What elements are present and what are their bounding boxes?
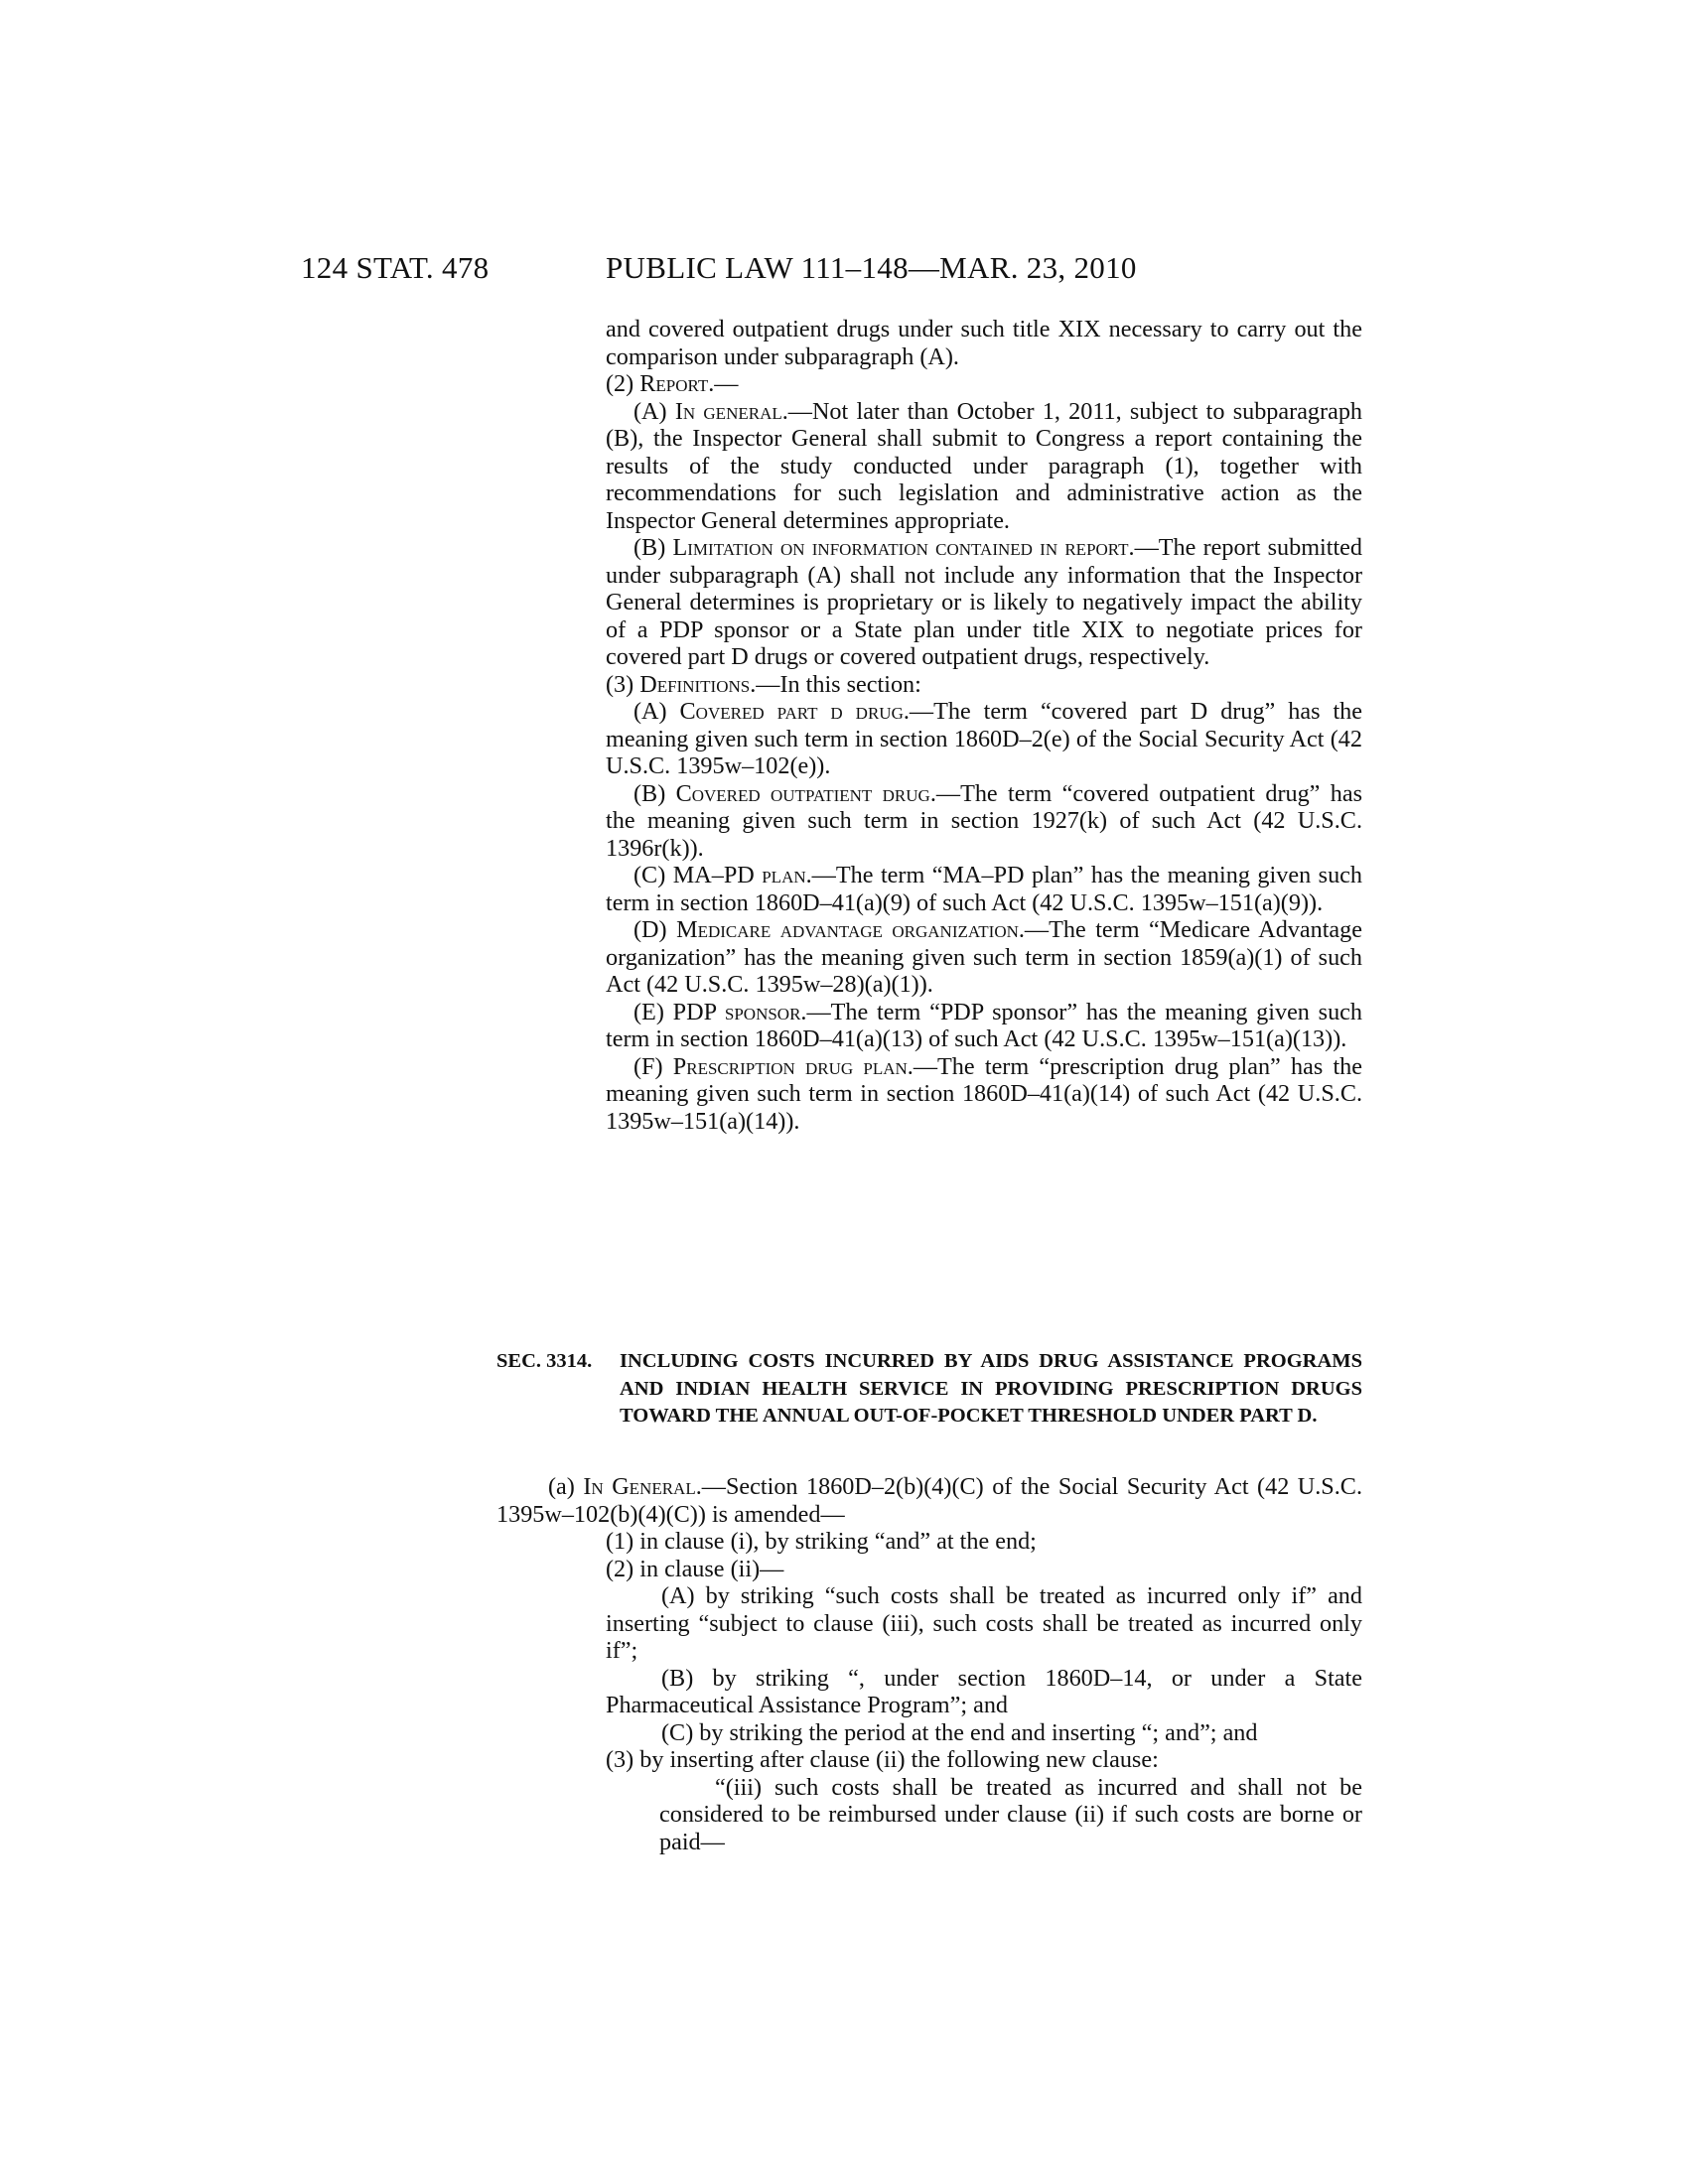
clause-2-a: (A) by striking “such costs shall be treated as incurred only if” and inserting “subject to clause (iii), such costs shall be treated as incurred only if”; xyxy=(606,1582,1362,1664)
definition-covered-part-d-drug: (A) Covered part d drug.—The term “covered part D drug” has the meaning given such term in section 1860D–2(e) of the Social Security Act (42 U.S.C. 1395w–102(e)). xyxy=(606,698,1362,779)
paragraph-report: (2) Report.— xyxy=(606,370,739,397)
definition-ma-pd-plan: (C) MA–PD plan.—The term “MA–PD plan” has the meaning given such term in section 1860D–41(a)(9) of such Act (42 U.S.C. 1395w–151(a)(9)). xyxy=(606,862,1362,916)
new-clause-iii: “(iii) such costs shall be treated as incurred and shall not be considered to be reimbursed under clause (ii) if such costs are borne or paid— xyxy=(659,1773,1362,1855)
continuation-paragraph: and covered outpatient drugs under such title XIX necessary to carry out the comparison under subparagraph (A). xyxy=(606,316,1362,370)
definition-prescription-drug-plan: (F) Prescription drug plan.—The term “prescription drug plan” has the meaning given such term in section 1860D–41(a)(14) of such Act (42 U.S.C. 1395w–151(a)(14)). xyxy=(606,1052,1363,1135)
clause-2-b: (B) by striking “, under section 1860D–14, or under a State Pharmaceutical Assistance Program”; and xyxy=(606,1664,1362,1718)
clause-2-c: (C) by striking the period at the end and inserting “; and”; and xyxy=(661,1718,1258,1746)
definition-covered-outpatient-drug: (B) Covered outpatient drug.—The term “covered outpatient drug” has the meaning given such term in section 1927(k) of such Act (42 U.S.C. 1396r(k)). xyxy=(606,779,1362,862)
clause-1: (1) in clause (i), by striking “and” at the end; xyxy=(606,1528,1037,1555)
section-title: INCLUDING COSTS INCURRED BY AIDS DRUG ASSISTANCE PROGRAMS AND INDIAN HEALTH SERVICE IN PROVIDING PRESCRIPTION DRUGS TOWARD THE ANNUAL OUT-OF-POCKET THRESHOLD UNDER PART D. xyxy=(620,1350,1362,1427)
body-text xyxy=(606,316,1362,1135)
page-stat-citation: 124 STAT. 478 xyxy=(301,250,490,285)
definition-pdp-sponsor: (E) PDP sponsor.—The term “PDP sponsor” has the meaning given such term in section 1860D–41(a)(13) of such Act (42 U.S.C. 1395w–151(a)(13)). xyxy=(606,998,1362,1052)
section-heading xyxy=(496,1348,1362,1431)
page-running-title: PUBLIC LAW 111–148—MAR. 23, 2010 xyxy=(606,250,1137,285)
subsection-a-in-general: (a) In General.—Section 1860D–2(b)(4)(C) of the Social Security Act (42 U.S.C. 1395w–102(b)(4)(C)) is amended— xyxy=(496,1473,1362,1528)
subparagraph-a-in-general: (A) In general.—Not later than October 1, 2011, subject to subparagraph (B), the Inspector General shall submit to Congress a report containing the results of the study conducted under paragraph (1), together with recommendations for such legislation and administrative action as the Inspector General determines appropriate. xyxy=(606,397,1363,534)
paragraph-definitions: (3) Definitions.—In this section: xyxy=(606,670,921,698)
clause-2: (2) in clause (ii)— xyxy=(606,1555,784,1582)
definition-medicare-advantage-organization: (D) Medicare advantage organization.—The term “Medicare Advantage organization” has the meaning given such term in section 1859(a)(1) of such Act (42 U.S.C. 1395w–28)(a)(1)). xyxy=(606,916,1363,998)
clause-3: (3) by inserting after clause (ii) the following new clause: xyxy=(606,1746,1159,1773)
amendment-text xyxy=(496,1473,1362,1855)
section-number: SEC. 3314. xyxy=(496,1350,593,1372)
subparagraph-b-limitation: (B) Limitation on information contained in report.—The report submitted under subparagraph (A) shall not include any information that the Inspector General determines is proprietary or is likely to negatively impact the ability of a PDP sponsor or a State plan under title XIX to negotiate prices for covered part D drugs or covered outpatient drugs, respectively. xyxy=(606,534,1362,670)
